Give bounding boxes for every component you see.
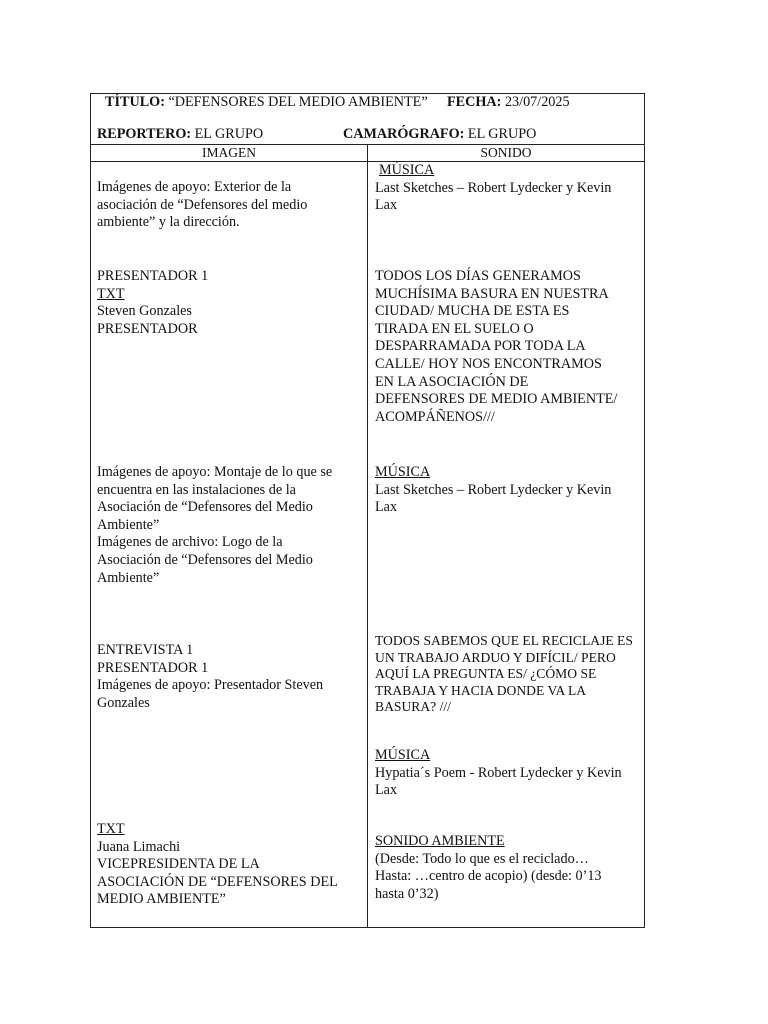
script-header <box>91 94 644 145</box>
sonido-block-5: MÚSICA Hypatia´s Poem - Robert Lydecker y Kevin Lax <box>375 747 622 799</box>
sonido-block-1: MÚSICA Last Sketches – Robert Lydecker y Kevin Lax <box>375 162 612 214</box>
sonido-block-2: TODOS LOS DÍAS GENERAMOS MUCHÍSIMA BASURA EN NUESTRA CIUDAD/ MUCHA DE ESTA ES TIRADA EN EL SUELO O DESPARRAMADA POR TODA LA CALLE/ HOY NOS ENCONTRAMOS EN LA ASOCIACIÓN DE DEFENSORES DE MEDIO AMBIENTE/ ACOMPÁÑENOS/// <box>375 268 618 425</box>
imagen-block-5: TXT Juana Limachi VICEPRESIDENTA DE LA ASOCIACIÓN DE “DEFENSORES DEL MEDIO AMBIENTE” <box>97 821 338 908</box>
column-header-sonido: SONIDO <box>480 145 532 160</box>
script-table <box>90 93 645 928</box>
date-value: 23/07/2025 <box>504 94 570 110</box>
date-line <box>447 94 570 112</box>
camera-label: CAMARÓGRAFO: <box>343 126 465 142</box>
imagen-block-2: PRESENTADOR 1 TXT Steven Gonzales PRESENTADOR <box>97 268 209 337</box>
title-label: TÍTULO: <box>105 94 165 110</box>
date-label: FECHA: <box>447 94 502 110</box>
title-value: “DEFENSORES DEL MEDIO AMBIENTE” <box>168 94 428 110</box>
camera-value: EL GRUPO <box>467 126 537 142</box>
sonido-block-3: MÚSICA Last Sketches – Robert Lydecker y Kevin Lax <box>375 464 612 516</box>
imagen-block-1: Imágenes de apoyo: Exterior de la asociación de “Defensores del medio ambiente” y la dirección. <box>97 179 308 231</box>
column-divider <box>367 144 368 928</box>
camera-line <box>343 126 536 144</box>
title-line <box>105 94 428 112</box>
reporter-line <box>97 126 263 144</box>
imagen-block-4: ENTREVISTA 1 PRESENTADOR 1 Imágenes de apoyo: Presentador Steven Gonzales <box>97 642 324 711</box>
column-header-imagen: IMAGEN <box>202 145 256 160</box>
reporter-value: EL GRUPO <box>194 126 264 142</box>
sonido-block-6: SONIDO AMBIENTE (Desde: Todo lo que es el reciclado… Hasta: …centro de acopio) (desde: 0’13 hasta 0’32) <box>375 833 602 902</box>
reporter-label: REPORTERO: <box>97 126 192 142</box>
imagen-block-3: Imágenes de apoyo: Montaje de lo que se encuentra en las instalaciones de la Asociación de “Defensores del Medio Ambiente” Imágenes de archivo: Logo de la Asociación de “Defensores del Medio Ambiente” <box>97 464 333 586</box>
sonido-block-4: TODOS SABEMOS QUE EL RECICLAJE ES UN TRABAJO ARDUO Y DIFÍCIL/ PERO AQUÍ LA PREGUNTA ES/ ¿CÓMO SE TRABAJA Y HACIA DONDE VA LA BASURA? /// <box>375 633 633 715</box>
